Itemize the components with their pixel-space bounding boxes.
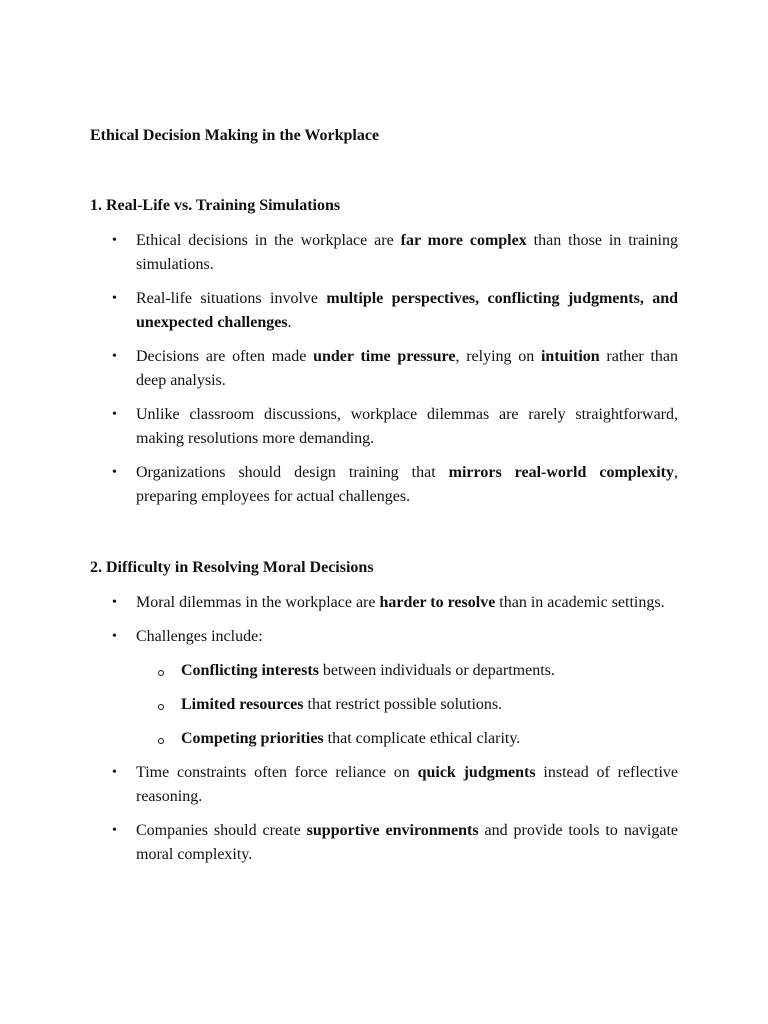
body-text: that complicate ethical clarity.: [323, 730, 521, 747]
body-text: and provide tools to navigate moral complexity.: [136, 822, 679, 863]
bold-emphasis-text: harder to resolve: [379, 594, 496, 611]
body-text: between individuals or departments.: [318, 662, 555, 679]
body-text: Companies should create: [136, 822, 307, 839]
bullet-item: [112, 229, 678, 277]
bullet-item: [112, 461, 678, 509]
body-text: , relying on: [455, 348, 541, 365]
section-heading-2: 2. Difficulty in Resolving Moral Decisions: [90, 559, 374, 576]
body-text: than those in training simulations.: [136, 232, 678, 273]
bullet-item: [112, 287, 678, 335]
bullet-item: [112, 625, 678, 751]
bullet-item: [112, 345, 678, 393]
body-text: Organizations should design training that: [136, 464, 449, 481]
body-text: than in academic settings.: [495, 594, 665, 611]
body-text: that restrict possible solutions.: [303, 696, 503, 713]
sub-bullet-list: [136, 659, 678, 751]
bold-emphasis-text: far more complex: [400, 232, 527, 249]
sub-bullet-item: [158, 659, 678, 683]
bold-emphasis-text: intuition: [540, 348, 600, 365]
bold-emphasis-text: Conflicting interests: [181, 662, 319, 679]
document-title: Ethical Decision Making in the Workplace: [90, 127, 380, 144]
bold-emphasis-text: under time pressure: [313, 348, 456, 365]
bold-emphasis-text: Competing priorities: [181, 730, 324, 747]
section-heading-1: 1. Real-Life vs. Training Simulations: [90, 197, 341, 214]
body-text: Moral dilemmas in the workplace are: [136, 594, 380, 611]
body-text: Time constraints often force reliance on: [136, 764, 418, 781]
body-text: Decisions are often made: [136, 348, 314, 365]
body-text: Challenges include:: [136, 628, 263, 645]
body-text: , preparing employees for actual challenges.: [136, 464, 678, 505]
body-text: Real-life situations involve: [136, 290, 327, 307]
bullet-item: [112, 819, 678, 867]
bullet-item: [112, 591, 678, 615]
bold-emphasis-text: quick judgments: [417, 764, 536, 781]
body-text: rather than deep analysis.: [136, 348, 678, 389]
body-text: Ethical decisions in the workplace are: [136, 232, 401, 249]
section-2-bullet-list: [112, 591, 678, 877]
bold-emphasis-text: supportive environments: [306, 822, 479, 839]
sub-bullet-item: [158, 727, 678, 751]
body-text: instead of reflective reasoning.: [136, 764, 678, 805]
bold-emphasis-text: Limited resources: [181, 696, 304, 713]
bold-emphasis-text: mirrors real-world complexity: [448, 464, 674, 481]
bullet-item: [112, 403, 678, 451]
bold-emphasis-text: multiple perspectives, conflicting judgments, and unexpected challenges: [136, 290, 679, 331]
body-text: Unlike classroom discussions, workplace dilemmas are rarely straightforward, making resolutions more demanding.: [136, 406, 678, 447]
sub-bullet-item: [158, 693, 678, 717]
body-text: .: [287, 314, 292, 331]
section-1-bullet-list: [112, 229, 678, 519]
bullet-item: [112, 761, 678, 809]
